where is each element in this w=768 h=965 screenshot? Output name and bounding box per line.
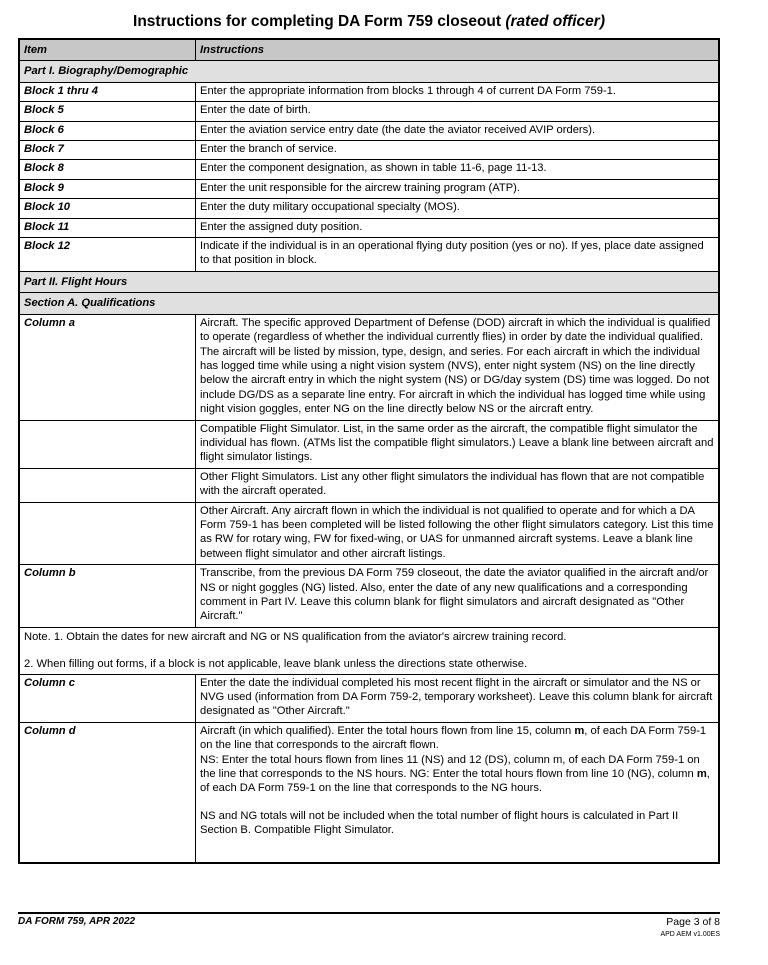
header-item: Item xyxy=(19,39,196,61)
table-row xyxy=(19,82,719,101)
instructions-table xyxy=(18,38,720,864)
version-label: APD AEM v1.00ES xyxy=(660,931,720,938)
table-row xyxy=(19,502,719,565)
table-row xyxy=(19,420,719,468)
text-run: , of each DA Form 759-1 on the line that corresponds to the NG hours. xyxy=(200,768,710,795)
section-row xyxy=(19,271,719,292)
row-instruction xyxy=(196,722,720,863)
title-main: Instructions for completing DA Form 759 closeout xyxy=(133,13,502,30)
table-header-row xyxy=(19,39,719,61)
page-title xyxy=(18,12,720,32)
row-instruction: Other Flight Simulators. List any other flight simulators the individual has flown that are not compatible with the aircraft operated. xyxy=(196,468,720,502)
column-d-totals-paragraph: NS and NG totals will not be included when the total number of flight hours is calculated in Part II Section B. Compatible Flight Simulator. xyxy=(200,809,679,837)
row-item-empty xyxy=(19,468,196,502)
row-instruction: Enter the aviation service entry date (the date the aviator received AVIP orders). xyxy=(196,121,720,140)
note-row xyxy=(19,627,719,674)
table-row xyxy=(19,160,719,179)
title-subtitle: (rated officer) xyxy=(505,13,605,30)
row-item: Block 6 xyxy=(19,121,196,140)
sectionA-heading: Section A. Qualifications xyxy=(19,293,719,314)
text-run: NS: Enter the total hours flown from lines 11 (NS) and 12 (DS), column m, of each DA Form 759-1 on the line that corresponds to the NS hours. NG: Enter the total hours flown from line 10 (NG), column xyxy=(200,753,700,781)
row-item-empty xyxy=(19,502,196,565)
table-row xyxy=(19,468,719,502)
note-2: 2. When filling out forms, if a block is not applicable, leave blank unless the directions state otherwise. xyxy=(24,658,528,671)
note-cell xyxy=(19,627,719,674)
row-instruction: Transcribe, from the previous DA Form 759 closeout, the date the aviator qualified in the aircraft and/or NS or night goggles (NG) listed. Also, enter the date of any new qualifications and a corresponding comment in Part IV. Leave this column blank for flight simulators and aircraft designated as "Other Aircraft." xyxy=(196,565,720,628)
table-row xyxy=(19,238,719,272)
table-row xyxy=(19,141,719,160)
form-designation: DA FORM 759, APR 2022 xyxy=(18,916,136,927)
table-row xyxy=(19,218,719,237)
note-1: Note. 1. Obtain the dates for new aircraft and NG or NS qualification from the aviator's aircrew training record. xyxy=(24,630,567,643)
table-row xyxy=(19,102,719,121)
row-item: Block 7 xyxy=(19,141,196,160)
row-item: Block 8 xyxy=(19,160,196,179)
table-row xyxy=(19,674,719,722)
row-instruction: Enter the component designation, as shown in table 11-6, page 11-13. xyxy=(196,160,720,179)
row-item: Block 10 xyxy=(19,199,196,218)
row-instruction: Enter the assigned duty position. xyxy=(196,218,720,237)
table-row xyxy=(19,722,719,863)
row-item: Column b xyxy=(19,565,196,628)
section-row xyxy=(19,61,719,82)
row-instruction: Other Aircraft. Any aircraft flown in which the individual is not qualified to operate and for which a DA Form 759-1 has been completed will be listed following the other flight simulators category. List this time as RW for rotary wing, FW for fixed-wing, or UAS for unmanned aircraft systems. Leave a blank line between flight simulator and other aircraft listings. xyxy=(196,502,720,565)
row-item: Block 12 xyxy=(19,238,196,272)
header-instructions: Instructions xyxy=(196,39,720,61)
table-row xyxy=(19,314,719,420)
row-instruction: Enter the duty military occupational specialty (MOS). xyxy=(196,199,720,218)
row-instruction: Indicate if the individual is in an operational flying duty position (yes or no). If yes, place date assigned to that position in block. xyxy=(196,238,720,272)
column-d-aircraft-paragraph xyxy=(200,724,714,753)
bold-column-m: m xyxy=(696,768,707,781)
text-run: , of each DA Form 759-1 on the line that corresponds to the aircraft flown. xyxy=(200,724,707,752)
table-row xyxy=(19,179,719,198)
row-instruction: Compatible Flight Simulator. List, in the same order as the aircraft, the compatible flight simulator the individual has flown. (ATMs list the compatible flight simulators.) Leave a blank line between aircraft and flight simulator listings. xyxy=(196,420,720,468)
section-row xyxy=(19,293,719,314)
row-item: Column d xyxy=(19,722,196,863)
row-item-empty xyxy=(19,420,196,468)
column-d-ns-ng-paragraph xyxy=(200,753,714,796)
row-instruction: Enter the unit responsible for the aircrew training program (ATP). xyxy=(196,179,720,198)
part1-heading: Part I. Biography/Demographic xyxy=(19,61,719,82)
text-run: Aircraft (in which qualified). Enter the total hours flown from line 15, column xyxy=(200,724,575,737)
page-number: Page 3 of 8 xyxy=(666,916,720,928)
row-item: Block 11 xyxy=(19,218,196,237)
bold-column-m: m xyxy=(574,724,585,737)
row-item: Block 1 thru 4 xyxy=(19,82,196,101)
row-instruction: Enter the date the individual completed his most recent flight in the aircraft or simulator and the NS or NVG used (information from DA Form 759-2, temporary worksheet). Leave this column blank for aircraft designated as "Other Aircraft." xyxy=(196,674,720,722)
row-item: Block 9 xyxy=(19,179,196,198)
row-item: Column a xyxy=(19,314,196,420)
form-page xyxy=(18,6,720,864)
part2-heading: Part II. Flight Hours xyxy=(19,271,719,292)
table-row xyxy=(19,199,719,218)
row-item: Block 5 xyxy=(19,102,196,121)
table-row xyxy=(19,565,719,628)
row-instruction: Enter the appropriate information from blocks 1 through 4 of current DA Form 759-1. xyxy=(196,82,720,101)
table-row xyxy=(19,121,719,140)
page-footer xyxy=(18,912,720,938)
row-instruction: Aircraft. The specific approved Department of Defense (DOD) aircraft in which the individual is qualified to operate (regardless of whether the individual currently flies) in order by date the individual qualified. The aircraft will be listed by mission, type, design, and series. For each aircraft in which the individual has logged time while using a night vision system (NVS), enter night system (NS) on the line directly below the aircraft entry in which the night system (NS) or DG/day system (DS) time was logged. Do not include DG/DS as a separate line entry. For aircraft in which the individual has logged time while using night vision goggles, enter NG on the line directly below NS or the aircraft entry. xyxy=(196,314,720,420)
row-item: Column c xyxy=(19,674,196,722)
row-instruction: Enter the branch of service. xyxy=(196,141,720,160)
row-instruction: Enter the date of birth. xyxy=(196,102,720,121)
